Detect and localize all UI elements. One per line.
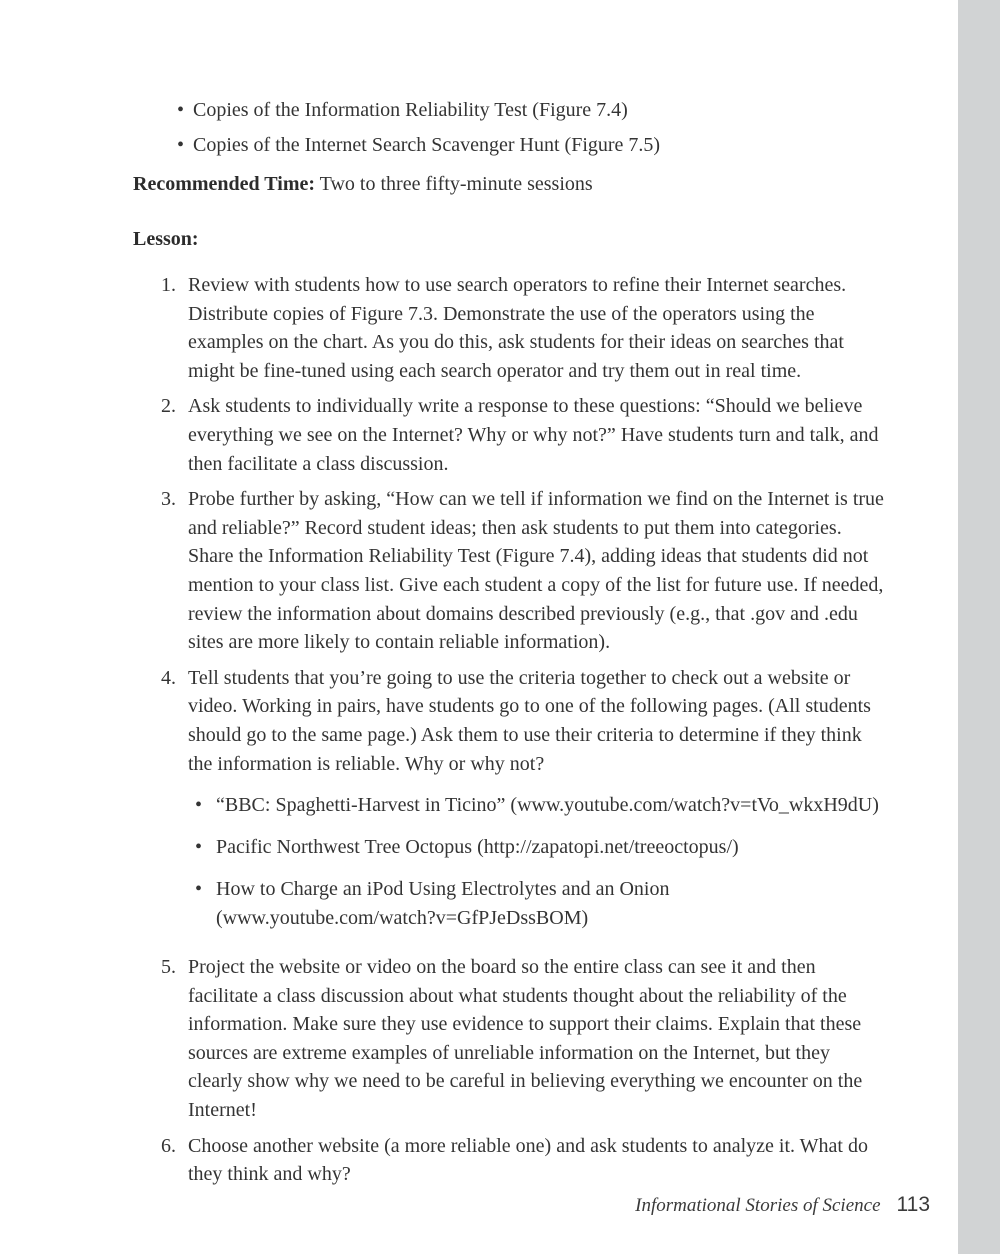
footer-page-number: 113 <box>896 1193 930 1216</box>
materials-bullet-item: • Copies of the Information Reliability Test (Figure 7.4) <box>177 96 887 124</box>
lesson-step-5 <box>133 953 887 1125</box>
lesson-step-3 <box>133 485 887 657</box>
step-number: 6. <box>161 1134 176 1157</box>
step-body <box>188 392 887 478</box>
step-body <box>188 485 887 657</box>
lesson-step-4 <box>133 664 887 946</box>
materials-bullet-item: • Copies of the Internet Search Scavenger Hunt (Figure 7.5) <box>177 131 887 159</box>
page-footer <box>635 1193 930 1217</box>
step-body <box>188 664 887 946</box>
recommended-time-line <box>133 170 887 198</box>
sub-bullet-item: • Pacific Northwest Tree Octopus (http://zapatopi.net/treeoctopus/) <box>195 833 887 862</box>
step-text: Tell students that you’re going to use the criteria together to check out a website or video. Working in pairs, have students go to one of the following pages. (All students should go to the same page.) Ask them to use their criteria to determine if they think the information is reliable. Why or why not? <box>188 666 871 775</box>
step-sub-bullet-list <box>195 791 887 933</box>
page-content <box>133 96 887 1196</box>
step-number: 5. <box>161 956 176 979</box>
step-body <box>188 1132 887 1189</box>
recommended-time-value: Two to three fifty-minute sessions <box>315 173 593 195</box>
step-text: Probe further by asking, “How can we tell if information we find on the Internet is true and reliable?” Record student ideas; then ask students to put them into categories. Share the Information Reliability Test (Figure 7.4), adding ideas that students did not mention to your class list. Give each student a copy of the list for future use. If needed, review the information about domains described previously (e.g., that .gov and .edu sites are more likely to contain reliable information). <box>188 488 884 654</box>
step-text: Ask students to individually write a response to these questions: “Should we believe everything we see on the Internet? Why or why not?” Have students turn and talk, and then facilitate a class discussion. <box>188 395 879 475</box>
step-number: 3. <box>161 488 176 511</box>
step-text: Choose another website (a more reliable one) and ask students to analyze it. What do they think and why? <box>188 1134 868 1186</box>
sub-bullet-item: • How to Charge an iPod Using Electrolytes and an Onion (www.youtube.com/watch?v=GfPJeDssBOM) <box>195 875 887 933</box>
step-number: 2. <box>161 395 176 418</box>
step-text: Project the website or video on the board so the entire class can see it and then facilitate a class discussion about what students thought about the reliability of the information. Make sure they use evidence to support their claims. Explain that these sources are extreme examples of unreliable information on the Internet, but they clearly show why we need to be careful in believing everything we encounter on the Internet! <box>188 956 863 1122</box>
step-body <box>188 271 887 385</box>
step-text: Review with students how to use search operators to refine their Internet searches. Distribute copies of Figure 7.3. Demonstrate the use of the operators using the examples on the chart. As you do this, ask students for their ideas on searches that might be fine-tuned using each search operator and try them out in real time. <box>188 274 847 382</box>
lesson-step-1 <box>133 271 887 385</box>
recommended-time-label: Recommended Time: <box>133 173 316 195</box>
lesson-step-list <box>133 271 887 1189</box>
lesson-step-2 <box>133 392 887 478</box>
lesson-step-6 <box>133 1132 887 1189</box>
page-edge-band <box>958 0 1000 1254</box>
step-number: 1. <box>161 274 176 296</box>
materials-bullet-list <box>177 96 887 159</box>
step-body <box>188 953 887 1125</box>
lesson-heading: Lesson: <box>133 228 199 250</box>
step-number: 4. <box>161 666 176 689</box>
sub-bullet-item: • “BBC: Spaghetti-Harvest in Ticino” (www.youtube.com/watch?v=tVo_wkxH9dU) <box>195 791 887 820</box>
footer-book-title: Informational Stories of Science <box>635 1195 881 1216</box>
